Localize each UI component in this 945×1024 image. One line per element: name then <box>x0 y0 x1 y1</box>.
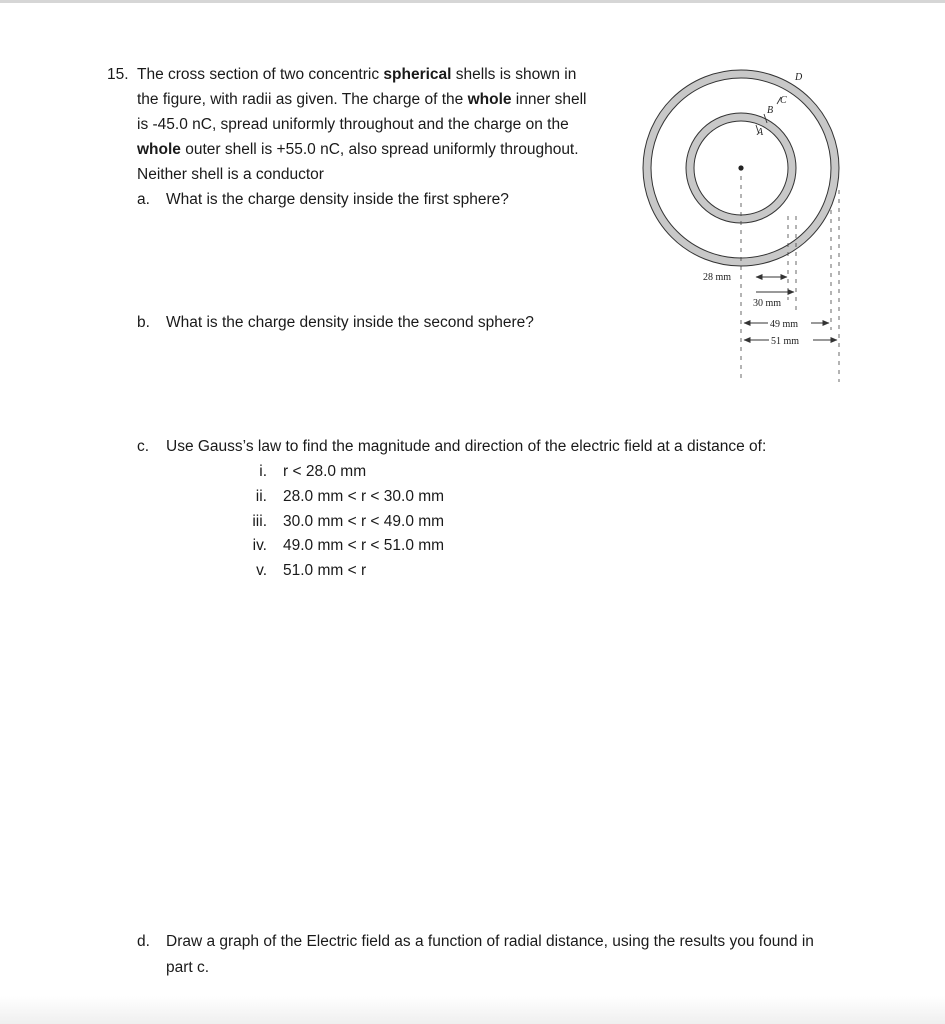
top-border <box>0 0 945 3</box>
concentric-shells-figure <box>630 60 845 385</box>
surface-label-a: A <box>757 127 764 138</box>
bottom-shadow <box>0 996 945 1024</box>
part-c-item-text: 28.0 mm < r < 30.0 mm <box>283 488 445 505</box>
part-a-text: What is the charge density inside the first sphere? <box>166 191 509 208</box>
center-point <box>738 165 743 170</box>
intro-line-2: the figure, with radii as given. The charge of the whole inner shell <box>137 91 587 108</box>
question-number: 15. <box>107 66 129 83</box>
dimension-label-30mm: 30 mm <box>753 298 782 309</box>
part-c-item-text: r < 28.0 mm <box>283 463 367 480</box>
intro-line-1: The cross section of two concentric spherical shells is shown in <box>137 66 577 83</box>
surface-label-c: C <box>780 95 787 106</box>
intro-line-4: whole outer shell is +55.0 nC, also spread uniformly throughout. <box>137 141 579 158</box>
question-intro <box>137 62 627 187</box>
part-c-item-num: iv. <box>252 537 267 554</box>
part-c-item-num: ii. <box>255 488 267 505</box>
surface-label-b: B <box>767 105 774 116</box>
intro-line-3: is -45.0 nC, spread uniformly throughout and the charge on the <box>137 116 569 133</box>
part-d-text-line1: Draw a graph of the Electric field as a function of radial distance, using the results you found in <box>166 933 814 950</box>
part-b-text: What is the charge density inside the second sphere? <box>166 314 534 331</box>
surface-label-d: D <box>795 72 803 83</box>
part-c-item-num: iii. <box>252 513 267 530</box>
part-c-item-text: 51.0 mm < r <box>283 562 367 579</box>
dimension-label-28mm: 28 mm <box>703 272 732 283</box>
dimension-label-51mm: 51 mm <box>771 336 800 347</box>
part-b-label: b. <box>137 314 150 331</box>
part-c-item-num: v. <box>256 562 267 579</box>
part-a-label: a. <box>137 191 150 208</box>
dimension-label-49mm: 49 mm <box>770 319 799 330</box>
part-c-label: c. <box>137 438 150 455</box>
part-c-item-num: i. <box>259 463 267 480</box>
part-d-label: d. <box>137 933 150 950</box>
intro-line-5: Neither shell is a conductor <box>137 166 324 183</box>
part-c-item-text: 30.0 mm < r < 49.0 mm <box>283 513 445 530</box>
part-c-item-text: 49.0 mm < r < 51.0 mm <box>283 537 445 554</box>
part-d-text-line2: part c. <box>166 959 210 976</box>
part-c-text: Use Gauss’s law to find the magnitude and direction of the electric field at a distance of: <box>166 438 767 455</box>
